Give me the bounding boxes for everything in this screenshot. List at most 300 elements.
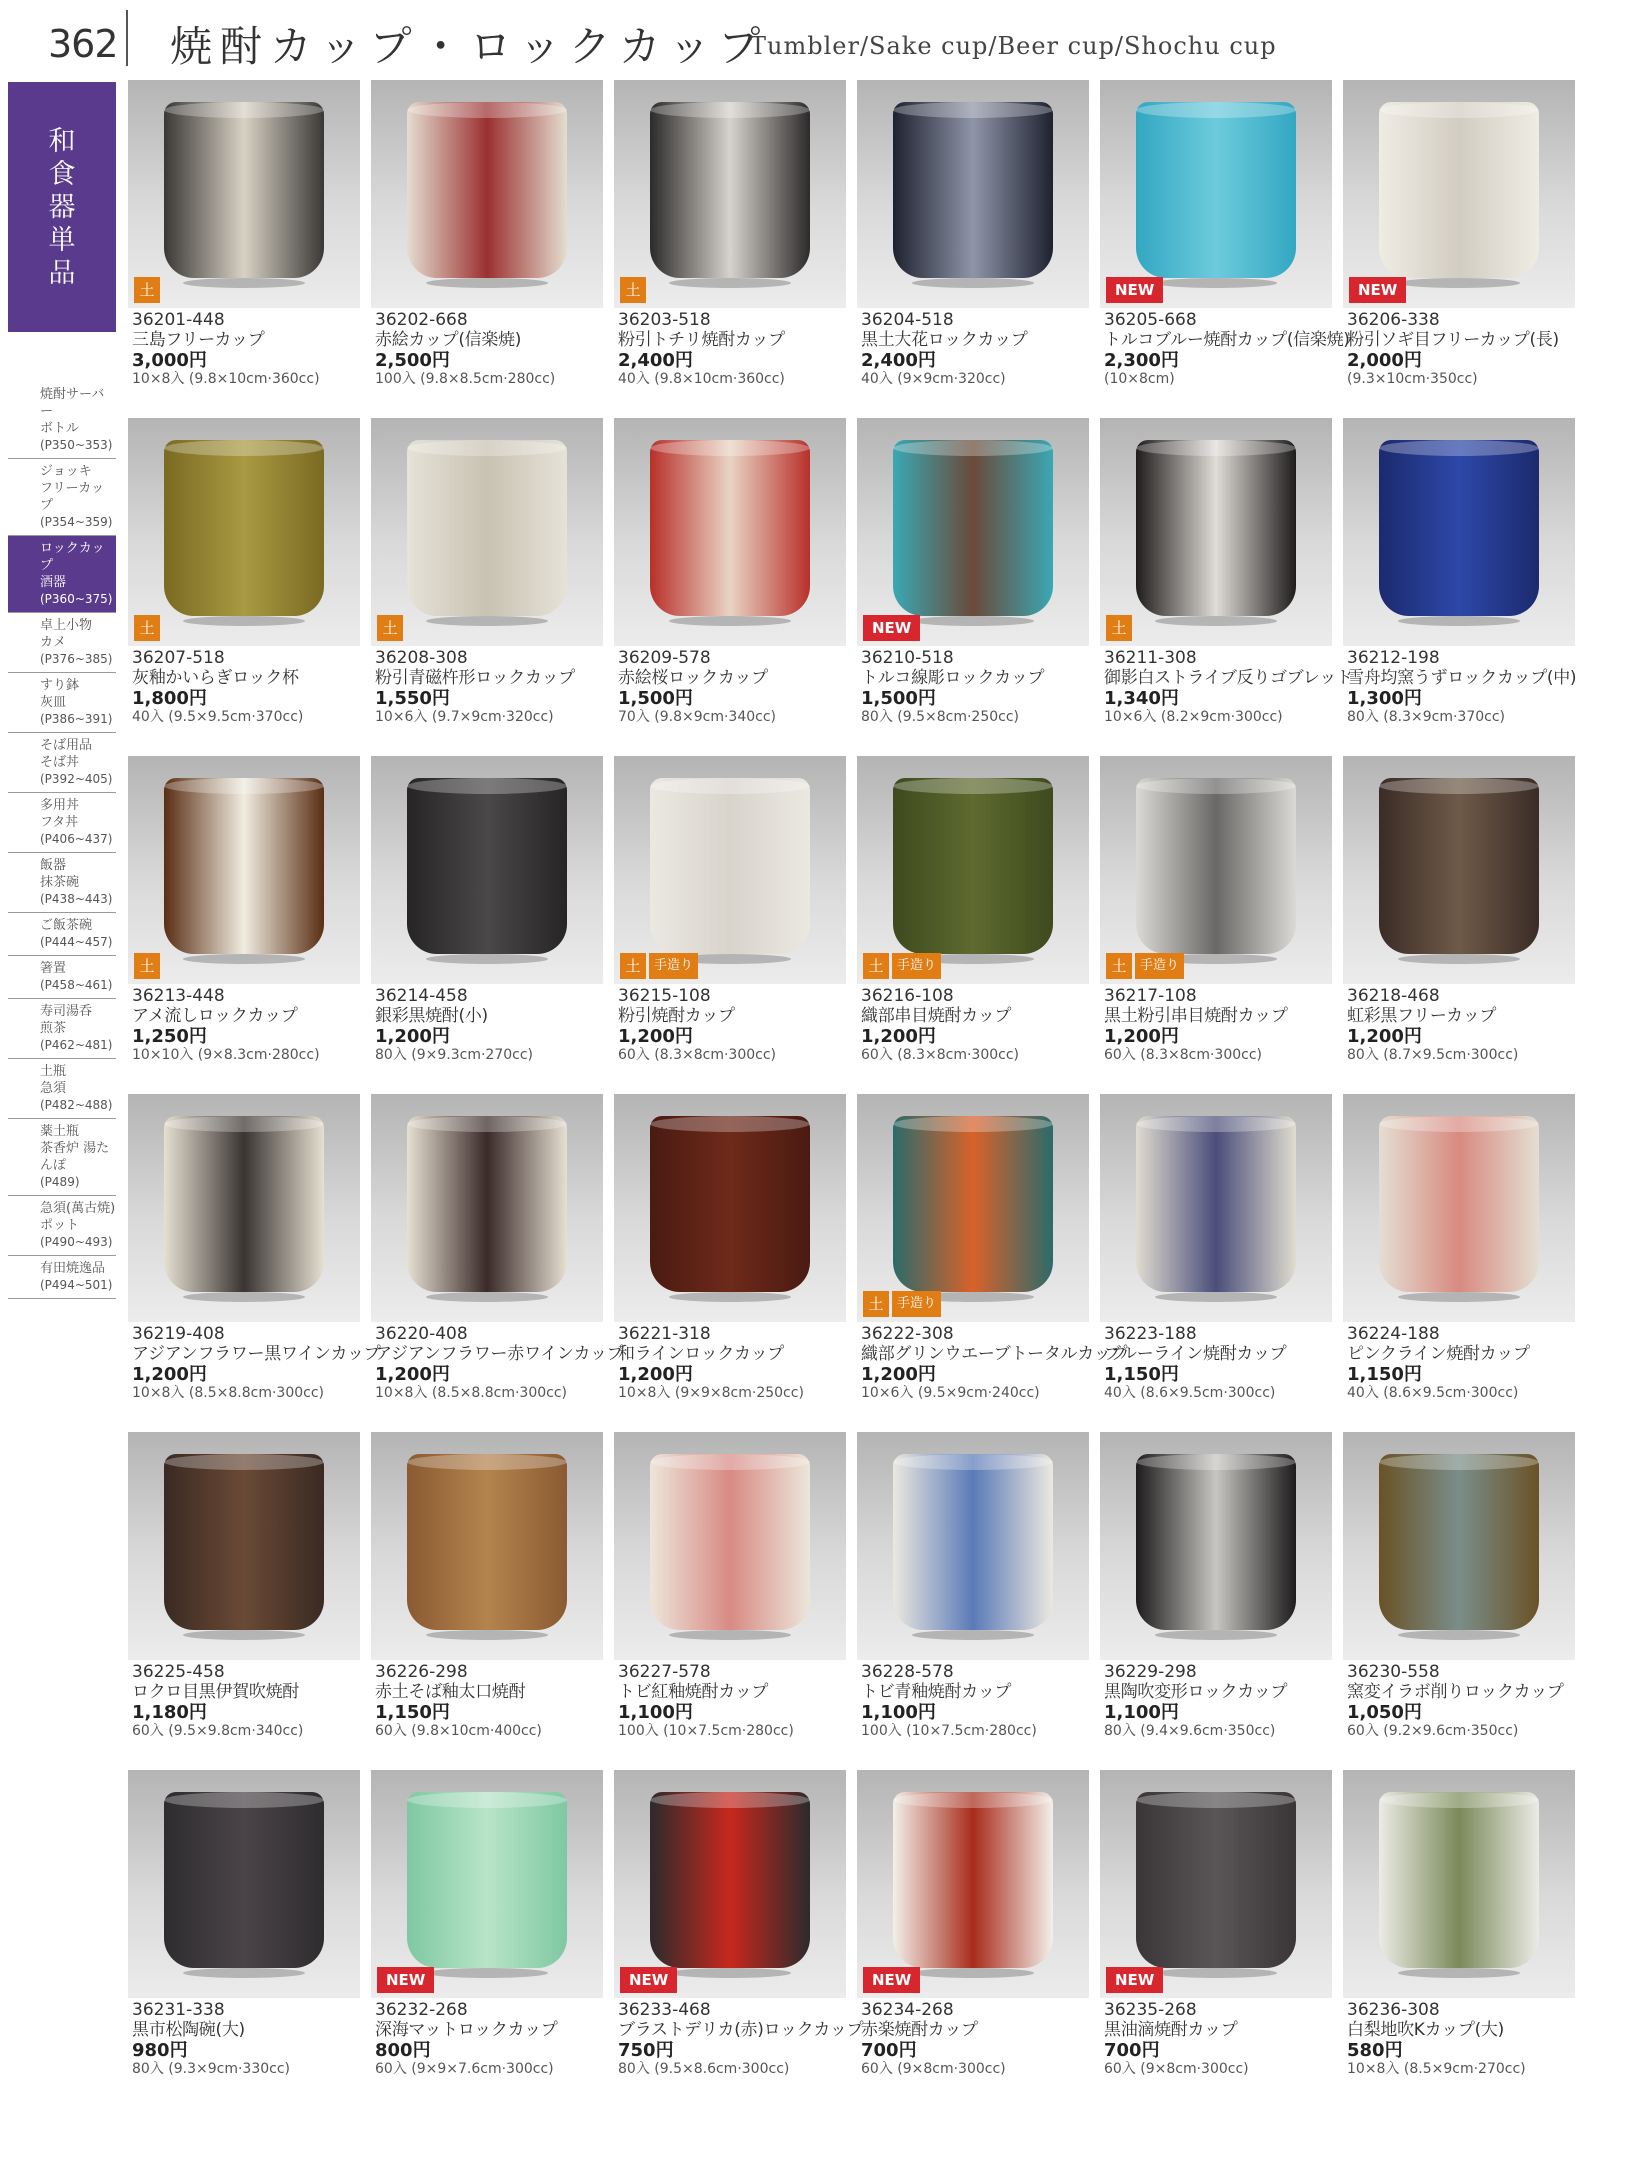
- product-spec: 60入 (9.8×10cm·400cc): [375, 1723, 542, 1739]
- sidebar-index-item[interactable]: [8, 913, 116, 956]
- product-info: [861, 1662, 1103, 1740]
- product-spec: 40入 (8.6×9.5cm·300cc): [1347, 1385, 1519, 1401]
- product-price: 2,400円: [618, 350, 693, 371]
- product-card[interactable]: [614, 80, 857, 418]
- product-photo: [128, 80, 360, 308]
- cup-image: [164, 102, 324, 278]
- sidebar-index-item[interactable]: [8, 536, 116, 613]
- sidebar-index-item[interactable]: [8, 956, 116, 999]
- product-photo: [857, 756, 1089, 984]
- cup-image: [893, 102, 1053, 278]
- product-info: [1104, 986, 1346, 1064]
- product-photo: [1100, 1770, 1332, 1998]
- new-badge: NEW: [1106, 277, 1163, 303]
- product-card[interactable]: [614, 1770, 864, 2108]
- sidebar-index-sublabel: 灰皿: [40, 695, 67, 710]
- cup-image: [1136, 440, 1296, 616]
- product-name: 和ラインロックカップ: [618, 1344, 784, 1364]
- sidebar-tab-char: 和: [48, 125, 76, 157]
- handmade-badge: 手造り: [1135, 953, 1184, 979]
- cup-image: [1136, 102, 1296, 278]
- product-card[interactable]: [1343, 80, 1586, 418]
- product-name: 織部串目焼酎カップ: [861, 1006, 1012, 1026]
- cup-image: [893, 1454, 1053, 1630]
- product-grid: [128, 80, 1586, 2080]
- new-badge: NEW: [620, 1967, 677, 1993]
- product-code: 36221-318: [618, 1324, 711, 1344]
- product-card[interactable]: [1343, 418, 1586, 756]
- product-code: 36213-448: [132, 986, 225, 1006]
- earth-clay-badge: 土: [377, 615, 403, 641]
- earth-clay-badge: 土: [863, 953, 889, 979]
- product-spec: 10×8入 (8.5×9cm·270cc): [1347, 2061, 1526, 2077]
- product-spec: 80入 (9×9.3cm·270cc): [375, 1047, 533, 1063]
- product-photo: [1343, 1770, 1575, 1998]
- product-code: 36218-468: [1347, 986, 1440, 1006]
- product-card[interactable]: [614, 1432, 857, 1770]
- product-info: [132, 1662, 374, 1740]
- product-badge: [1106, 953, 1184, 979]
- product-spec: 80入 (8.7×9.5cm·300cc): [1347, 1047, 1519, 1063]
- product-info: [132, 310, 374, 388]
- product-info: [1347, 1324, 1589, 1402]
- cup-image: [650, 102, 810, 278]
- sidebar-index-label: 有田焼逸品: [40, 1261, 106, 1276]
- sidebar-index-label: 多用丼: [40, 798, 80, 813]
- product-photo: [128, 418, 360, 646]
- product-price: 580円: [1347, 2040, 1403, 2061]
- sidebar-index-label: 飯器: [40, 858, 67, 873]
- product-code: 36203-518: [618, 310, 711, 330]
- sidebar-index-item[interactable]: [8, 1256, 116, 1299]
- product-info: [1347, 2000, 1589, 2078]
- product-spec: 10×8入 (8.5×8.8cm·300cc): [375, 1385, 567, 1401]
- product-card[interactable]: [1100, 756, 1343, 1094]
- product-name: 粉引ソギ目フリーカップ(長): [1347, 330, 1559, 350]
- sidebar-index-sublabel: フタ丼: [40, 815, 79, 830]
- sidebar-index-label: すり鉢: [40, 678, 80, 693]
- new-badge: NEW: [863, 1967, 920, 1993]
- product-card[interactable]: [1100, 1094, 1343, 1432]
- product-spec: 40入 (9.5×9.5cm·370cc): [132, 709, 304, 725]
- product-price: 1,150円: [1104, 1364, 1179, 1385]
- product-info: [375, 1662, 617, 1740]
- product-spec: 40入 (8.6×9.5cm·300cc): [1104, 1385, 1276, 1401]
- product-spec: 60入 (8.3×8cm·300cc): [618, 1047, 776, 1063]
- product-info: [861, 2000, 1103, 2078]
- product-name: 白梨地吹Kカップ(大): [1347, 2020, 1504, 2040]
- sidebar-index-sublabel: 急須: [40, 1081, 67, 1096]
- handmade-badge: 手造り: [649, 953, 698, 979]
- product-photo: [857, 80, 1089, 308]
- product-card[interactable]: [1343, 756, 1586, 1094]
- product-photo: [128, 1432, 360, 1660]
- product-badge: [377, 1967, 434, 1993]
- product-spec: 60入 (8.3×8cm·300cc): [861, 1047, 1019, 1063]
- product-price: 750円: [618, 2040, 674, 2061]
- product-name: アジアンフラワー黒ワインカップ: [132, 1344, 381, 1364]
- product-card[interactable]: [857, 1770, 1100, 2108]
- product-info: [1347, 1662, 1589, 1740]
- cup-image: [164, 1454, 324, 1630]
- product-code: 36204-518: [861, 310, 954, 330]
- sidebar-index-sublabel: フリーカップ: [40, 481, 105, 513]
- cup-image: [650, 1116, 810, 1292]
- product-code: 36236-308: [1347, 2000, 1440, 2020]
- sidebar-index-pages: (P392~405): [40, 772, 113, 786]
- product-photo: [857, 1094, 1089, 1322]
- sidebar-index-pages: (P489): [40, 1175, 80, 1189]
- earth-clay-badge: 土: [620, 953, 646, 979]
- product-badge: [620, 277, 646, 303]
- sidebar-index: [8, 382, 116, 1299]
- product-badge: [1106, 277, 1163, 303]
- product-badge: [1106, 615, 1132, 641]
- sidebar-tab-char: 食: [48, 158, 76, 190]
- product-photo: [128, 1770, 360, 1998]
- product-info: [1104, 648, 1353, 726]
- product-info: [132, 986, 374, 1064]
- product-price: 1,340円: [1104, 688, 1179, 709]
- product-info: [861, 310, 1103, 388]
- sidebar-index-pages: (P354~359): [40, 515, 113, 529]
- product-spec: 100入 (10×7.5cm·280cc): [618, 1723, 794, 1739]
- product-code: 36225-458: [132, 1662, 225, 1682]
- product-price: 2,000円: [1347, 350, 1422, 371]
- sidebar-index-label: ご飯茶碗: [40, 918, 93, 933]
- product-badge: [863, 615, 920, 641]
- cup-image: [164, 440, 324, 616]
- cup-image: [893, 778, 1053, 954]
- product-card[interactable]: [128, 1432, 371, 1770]
- product-info: [132, 1324, 381, 1402]
- sidebar-index-label: 焼酎サーバー: [40, 387, 105, 419]
- sidebar-index-pages: (P360~375): [40, 592, 113, 606]
- product-info: [1104, 1324, 1346, 1402]
- sidebar-index-sublabel: 茶香炉 湯たんぽ: [40, 1141, 110, 1173]
- product-badge: [1106, 1967, 1163, 1993]
- sidebar-index-label: 急須(萬古焼): [40, 1201, 116, 1216]
- product-photo: [128, 1094, 360, 1322]
- cup-image: [1136, 1454, 1296, 1630]
- cup-image: [893, 1792, 1053, 1968]
- sidebar-index-label: 土瓶: [40, 1064, 67, 1079]
- product-name: 虹彩黒フリーカップ: [1347, 1006, 1497, 1026]
- product-price: 1,050円: [1347, 1702, 1422, 1723]
- product-code: 36205-668: [1104, 310, 1197, 330]
- product-name: 赤楽焼酎カップ: [861, 2020, 978, 2040]
- product-photo: [1343, 756, 1575, 984]
- product-name: トルコ線彫ロックカップ: [861, 668, 1045, 688]
- product-card[interactable]: [128, 756, 371, 1094]
- product-code: 36201-448: [132, 310, 225, 330]
- product-card[interactable]: [1100, 1432, 1343, 1770]
- product-photo: [614, 1432, 846, 1660]
- new-badge: NEW: [1106, 1967, 1163, 1993]
- product-card[interactable]: [371, 418, 614, 756]
- sidebar-index-sublabel: そば丼: [40, 755, 80, 770]
- handmade-badge: 手造り: [892, 1291, 941, 1317]
- sidebar-index-label: 卓上小物: [40, 618, 93, 633]
- product-price: 1,200円: [1347, 1026, 1422, 1047]
- product-spec: 80入 (9.5×8cm·250cc): [861, 709, 1019, 725]
- product-info: [1347, 648, 1589, 726]
- sidebar-index-pages: (P462~481): [40, 1038, 113, 1052]
- cup-image: [407, 1792, 567, 1968]
- product-code: 36235-268: [1104, 2000, 1197, 2020]
- product-card[interactable]: [614, 418, 857, 756]
- product-card[interactable]: [1343, 1094, 1586, 1432]
- earth-clay-badge: 土: [134, 953, 160, 979]
- product-card[interactable]: [857, 80, 1100, 418]
- product-name: 深海マットロックカップ: [375, 2020, 558, 2040]
- product-name: 窯変イラボ削りロックカップ: [1347, 1682, 1564, 1702]
- product-info: [1104, 1662, 1346, 1740]
- product-spec: 80入 (9.4×9.6cm·350cc): [1104, 1723, 1276, 1739]
- product-price: 1,180円: [132, 1702, 207, 1723]
- product-spec: 100入 (10×7.5cm·280cc): [861, 1723, 1037, 1739]
- product-photo: [1100, 1432, 1332, 1660]
- product-info: [375, 2000, 617, 2078]
- product-info: [618, 1662, 860, 1740]
- product-name: ブラストデリカ(赤)ロックカップ: [618, 2020, 864, 2040]
- product-price: 1,200円: [375, 1026, 450, 1047]
- sidebar-index-sublabel: ポット: [40, 1218, 80, 1233]
- product-code: 36219-408: [132, 1324, 225, 1344]
- product-name: 粉引青磁杵形ロックカップ: [375, 668, 575, 688]
- product-name: 銀彩黒焼酎(小): [375, 1006, 488, 1026]
- sidebar-index-sublabel: カメ: [40, 635, 67, 650]
- product-price: 1,200円: [132, 1364, 207, 1385]
- sidebar-index-item[interactable]: [8, 853, 116, 913]
- cup-image: [407, 1116, 567, 1292]
- product-code: 36208-308: [375, 648, 468, 668]
- cup-image: [893, 1116, 1053, 1292]
- product-badge: [134, 953, 160, 979]
- product-card[interactable]: [1100, 1770, 1343, 2108]
- product-card[interactable]: [371, 1770, 614, 2108]
- product-code: 36217-108: [1104, 986, 1197, 1006]
- product-info: [132, 2000, 374, 2078]
- product-spec: 10×8入 (9.8×10cm·360cc): [132, 371, 320, 387]
- product-card[interactable]: [1100, 418, 1353, 756]
- product-card[interactable]: [857, 1094, 1128, 1432]
- product-card[interactable]: [857, 418, 1100, 756]
- cup-image: [650, 1792, 810, 1968]
- product-card[interactable]: [857, 756, 1100, 1094]
- product-photo: [614, 756, 846, 984]
- product-code: 36233-468: [618, 2000, 711, 2020]
- product-price: 1,500円: [618, 688, 693, 709]
- cup-image: [1379, 778, 1539, 954]
- sidebar-index-item[interactable]: [8, 1196, 116, 1256]
- product-spec: 10×6入 (9.5×9cm·240cc): [861, 1385, 1040, 1401]
- product-photo: [614, 1094, 846, 1322]
- product-photo: [1100, 80, 1332, 308]
- product-code: 36209-578: [618, 648, 711, 668]
- product-photo: [371, 756, 603, 984]
- product-name: 三島フリーカップ: [132, 330, 265, 350]
- product-photo: [1343, 1432, 1575, 1660]
- sidebar-index-item[interactable]: [8, 1059, 116, 1119]
- product-code: 36232-268: [375, 2000, 468, 2020]
- product-card[interactable]: [128, 418, 371, 756]
- product-badge: [863, 1291, 941, 1317]
- product-price: 2,500円: [375, 350, 450, 371]
- product-card[interactable]: [614, 756, 857, 1094]
- product-name: 黒土粉引串目焼酎カップ: [1104, 1006, 1288, 1026]
- product-name: 雪舟均窯うずロックカップ(中): [1347, 668, 1577, 688]
- product-price: 1,200円: [375, 1364, 450, 1385]
- product-name: 黒市松陶碗(大): [132, 2020, 245, 2040]
- sidebar-index-item[interactable]: [8, 613, 116, 673]
- product-photo: [857, 418, 1089, 646]
- product-card[interactable]: [128, 1770, 371, 2108]
- sidebar-index-item[interactable]: [8, 793, 116, 853]
- product-price: 1,100円: [861, 1702, 936, 1723]
- product-name: 御影白ストライブ反りゴブレット: [1104, 668, 1353, 688]
- product-photo: [857, 1432, 1089, 1660]
- product-name: 赤土そば釉太口焼酎: [375, 1682, 526, 1702]
- sidebar-index-item[interactable]: [8, 733, 116, 793]
- product-code: 36228-578: [861, 1662, 954, 1682]
- product-code: 36230-558: [1347, 1662, 1440, 1682]
- product-info: [861, 1324, 1128, 1402]
- product-price: 1,150円: [1347, 1364, 1422, 1385]
- product-price: 1,200円: [1104, 1026, 1179, 1047]
- product-spec: 60入 (8.3×8cm·300cc): [1104, 1047, 1262, 1063]
- product-name: 灰釉かいらぎロック杯: [132, 668, 299, 688]
- product-info: [1347, 986, 1589, 1064]
- product-info: [861, 986, 1103, 1064]
- sidebar-index-item[interactable]: [8, 999, 116, 1059]
- product-photo: [371, 1432, 603, 1660]
- product-price: 1,300円: [1347, 688, 1422, 709]
- product-spec: 60入 (9×8cm·300cc): [1104, 2061, 1249, 2077]
- product-spec: 70入 (9.8×9cm·340cc): [618, 709, 776, 725]
- product-price: 1,150円: [375, 1702, 450, 1723]
- page-title: 焼酎カップ・ロックカップ: [170, 22, 769, 71]
- cup-image: [650, 778, 810, 954]
- product-card[interactable]: [614, 1094, 857, 1432]
- product-spec: 80入 (9.5×8.6cm·300cc): [618, 2061, 790, 2077]
- product-price: 1,100円: [1104, 1702, 1179, 1723]
- product-card[interactable]: [857, 1432, 1100, 1770]
- cup-image: [407, 778, 567, 954]
- sidebar-index-pages: (P386~391): [40, 712, 113, 726]
- sidebar-index-pages: (P438~443): [40, 892, 113, 906]
- product-photo: [371, 418, 603, 646]
- product-info: [1104, 310, 1350, 388]
- product-name: 黒油滴焼酎カップ: [1104, 2020, 1238, 2040]
- sidebar-tab-char: 品: [48, 257, 76, 289]
- sidebar-index-label: 箸置: [40, 961, 67, 976]
- page-header: [0, 0, 1648, 78]
- sidebar-tab-char: 単: [48, 224, 76, 256]
- sidebar: [0, 78, 120, 2176]
- page-subtitle: Tumbler/Sake cup/Beer cup/Shochu cup: [750, 32, 1277, 60]
- product-card[interactable]: [371, 1432, 614, 1770]
- product-spec: 80入 (9.3×9cm·330cc): [132, 2061, 290, 2077]
- sidebar-index-pages: (P458~461): [40, 978, 113, 992]
- product-name: アメ流しロックカップ: [132, 1006, 298, 1026]
- product-info: [618, 1324, 860, 1402]
- product-code: 36224-188: [1347, 1324, 1440, 1344]
- product-code: 36222-308: [861, 1324, 954, 1344]
- product-name: アジアンフラワー赤ワインカップ: [375, 1344, 624, 1364]
- product-photo: [614, 418, 846, 646]
- product-card[interactable]: [128, 80, 371, 418]
- product-badge: [1349, 277, 1406, 303]
- product-name: 粉引焼酎カップ: [618, 1006, 735, 1026]
- product-badge: [863, 1967, 920, 1993]
- handmade-badge: 手造り: [892, 953, 941, 979]
- product-spec: 10×8入 (8.5×8.8cm·300cc): [132, 1385, 324, 1401]
- sidebar-index-item[interactable]: [8, 382, 116, 459]
- product-price: 1,800円: [132, 688, 207, 709]
- product-card[interactable]: [1100, 80, 1350, 418]
- product-code: 36220-408: [375, 1324, 468, 1344]
- cup-image: [650, 1454, 810, 1630]
- product-photo: [371, 1094, 603, 1322]
- sidebar-index-pages: (P444~457): [40, 935, 113, 949]
- sidebar-index-item[interactable]: [8, 459, 116, 536]
- product-code: 36215-108: [618, 986, 711, 1006]
- sidebar-index-label: そば用品: [40, 738, 93, 753]
- product-price: 2,400円: [861, 350, 936, 371]
- product-card[interactable]: [128, 1094, 381, 1432]
- product-code: 36226-298: [375, 1662, 468, 1682]
- product-spec: (9.3×10cm·350cc): [1347, 371, 1478, 387]
- product-price: 1,250円: [132, 1026, 207, 1047]
- product-info: [618, 648, 860, 726]
- sidebar-index-sublabel: ボトル: [40, 421, 80, 436]
- cup-image: [1136, 778, 1296, 954]
- product-code: 36202-668: [375, 310, 468, 330]
- product-name: 赤絵カップ(信楽焼): [375, 330, 522, 350]
- product-code: 36223-188: [1104, 1324, 1197, 1344]
- product-spec: 40入 (9.8×10cm·360cc): [618, 371, 785, 387]
- cup-image: [164, 1116, 324, 1292]
- product-price: 1,200円: [861, 1364, 936, 1385]
- product-spec: 60入 (9.5×9.8cm·340cc): [132, 1723, 304, 1739]
- header-divider: [126, 10, 128, 66]
- product-card[interactable]: [371, 756, 614, 1094]
- sidebar-index-item[interactable]: [8, 1119, 116, 1196]
- product-spec: 80入 (8.3×9cm·370cc): [1347, 709, 1505, 725]
- product-card[interactable]: [1343, 1770, 1586, 2108]
- sidebar-index-label: ロックカップ: [40, 541, 105, 573]
- product-code: 36229-298: [1104, 1662, 1197, 1682]
- cup-image: [1379, 1792, 1539, 1968]
- product-card[interactable]: [1343, 1432, 1586, 1770]
- product-card[interactable]: [371, 80, 614, 418]
- product-photo: [1100, 418, 1332, 646]
- product-card[interactable]: [371, 1094, 624, 1432]
- product-price: 800円: [375, 2040, 431, 2061]
- product-spec: 40入 (9×9cm·320cc): [861, 371, 1006, 387]
- new-badge: NEW: [377, 1967, 434, 1993]
- cup-image: [1379, 1454, 1539, 1630]
- sidebar-index-pages: (P494~501): [40, 1278, 113, 1292]
- product-photo: [857, 1770, 1089, 1998]
- new-badge: NEW: [1349, 277, 1406, 303]
- product-spec: 10×6入 (9.7×9cm·320cc): [375, 709, 554, 725]
- product-photo: [1343, 418, 1575, 646]
- sidebar-index-item[interactable]: [8, 673, 116, 733]
- product-name: 織部グリンウエーブトータルカップ: [861, 1344, 1128, 1364]
- cup-image: [164, 778, 324, 954]
